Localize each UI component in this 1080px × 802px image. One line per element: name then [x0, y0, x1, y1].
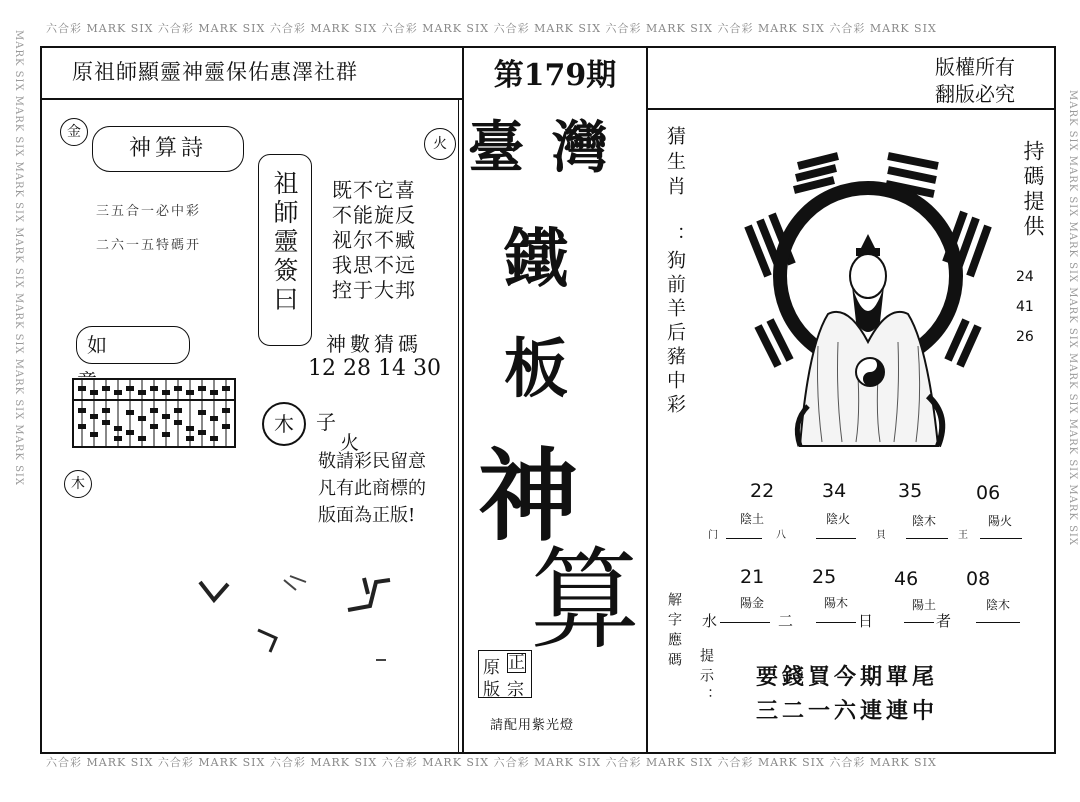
- row1-line: [906, 538, 948, 539]
- verse-line: 我思不远: [332, 253, 416, 277]
- special-number: 41: [1016, 299, 1034, 315]
- verse-line: 既不它喜: [332, 178, 416, 202]
- row1-number: 35: [898, 480, 923, 502]
- row2-tag: 陽土: [912, 598, 937, 612]
- element-gold-badge: 金: [60, 118, 88, 146]
- tail-tip-line-1: 要錢買今期單尾: [756, 664, 939, 690]
- ruyi-label: [76, 326, 190, 364]
- deity-illustration: [738, 146, 1002, 476]
- row2-number: 25: [812, 566, 837, 588]
- row1-line: [816, 538, 856, 539]
- copyright-line1: 版權所有: [935, 55, 1015, 79]
- notice-line: 敬請彩民留意: [318, 451, 426, 472]
- issue-number: 第179期: [493, 58, 617, 93]
- row2-tag: 陰木: [986, 598, 1011, 612]
- copyright-notice: [900, 54, 1050, 108]
- stamp-char: 正: [508, 653, 525, 673]
- row1-tag: 陰木: [912, 514, 937, 528]
- special-numbers: [1016, 262, 1034, 352]
- row1-tag: 陽火: [988, 514, 1013, 528]
- crown: [860, 234, 876, 250]
- poem-line-1: 三五合一必中彩: [96, 204, 202, 219]
- title-char: 臺: [468, 115, 524, 181]
- authenticity-notice: [318, 448, 468, 529]
- tail-tip-line-2: 三二一六連連中: [756, 698, 939, 724]
- banner-title: 原祖師顯靈神靈保佑惠澤社群: [72, 60, 358, 84]
- sketch-marks: [180, 560, 420, 670]
- row1-clue: 门: [708, 530, 718, 541]
- deity-face: [850, 254, 886, 298]
- title-char: 神: [478, 437, 578, 555]
- row2-line: [720, 622, 770, 623]
- watermark-right: MARK SIX MARK SIX MARK SIX MARK SIX MARK SIX MARK SIX MARK SIX: [1067, 90, 1078, 546]
- divider-right: [646, 46, 648, 754]
- huo-label: 火: [340, 432, 360, 454]
- special-number: 26: [1016, 329, 1034, 345]
- oracle-verse: [332, 178, 442, 303]
- abacus-graphic: [74, 380, 234, 446]
- title-char: 板: [504, 332, 568, 407]
- zi-label: 子: [316, 410, 336, 434]
- stamp-char: 宗: [507, 680, 524, 700]
- hint-label: 提示：: [698, 648, 714, 708]
- row2-tag: 陽金: [740, 596, 765, 610]
- verse-line: 控于大邦: [332, 278, 416, 302]
- row2-number: 08: [966, 568, 991, 590]
- element-wood-badge-2: 木: [64, 470, 92, 498]
- element-wood-badge: 木: [262, 402, 306, 446]
- stamp-char: 版: [483, 680, 500, 700]
- special-code-label: 持碼提供: [1021, 140, 1045, 240]
- sketch-mark: [258, 630, 276, 652]
- notice-line: 版面為正版!: [318, 505, 416, 526]
- sketch-mark: [200, 582, 228, 600]
- row2-number: 46: [894, 568, 919, 590]
- row2-tag: 陽木: [824, 596, 849, 610]
- zodiac-label: 猜生肖: [664, 126, 686, 201]
- row1-line: [726, 538, 762, 539]
- abacus-icon: [72, 378, 236, 448]
- row2-line: [976, 622, 1020, 623]
- divider-left-inner: [458, 100, 459, 754]
- element-fire-badge: 火: [424, 128, 456, 160]
- row1-tag: 陰火: [826, 512, 851, 526]
- genuine-stamp: [478, 650, 532, 698]
- special-number: 24: [1016, 269, 1034, 285]
- verse-line: 不能旋反: [332, 203, 416, 227]
- poem-title: 神算詩: [92, 126, 244, 172]
- row1-number: 06: [976, 482, 1001, 504]
- divider-banner: [40, 98, 462, 100]
- title-char: 灣: [552, 115, 608, 181]
- divider-copyright: [646, 108, 1056, 110]
- row1-number: 34: [822, 480, 847, 502]
- stamp-char: 原: [483, 658, 500, 678]
- ruyi-text: 如: [87, 333, 135, 357]
- watermark-top: 六合彩 MARK SIX 六合彩 MARK SIX 六合彩 MARK SIX 六合彩 MARK SIX 六合彩 MARK SIX 六合彩 MARK SIX 六合彩 MARK SIX 六合彩 MARK SIX: [46, 22, 937, 35]
- divider-left: [462, 46, 464, 754]
- row2-clue: 日: [858, 612, 874, 630]
- row2-line: [904, 622, 934, 623]
- poem-line-2: 二六一五特碼开: [96, 238, 202, 253]
- notice-line: 凡有此商標的: [318, 478, 426, 499]
- copyright-line2: 翻版必究: [935, 82, 1015, 106]
- sketch-mark: [284, 576, 306, 590]
- center-footer: 請配用紫光燈: [490, 718, 575, 733]
- row1-clue: 貝: [876, 530, 886, 541]
- row1-line: [980, 538, 1022, 539]
- verse-line: 视尔不臧: [332, 228, 416, 252]
- watermark-left: MARK SIX MARK SIX MARK SIX MARK SIX MARK SIX MARK SIX MARK SIX: [13, 30, 24, 486]
- row1-tag: 陰土: [740, 512, 765, 526]
- title-char: 鐵: [504, 222, 568, 297]
- row2-number: 21: [740, 566, 765, 588]
- decode-label: 解字應碼: [666, 592, 682, 672]
- row1-number: 22: [750, 480, 775, 502]
- row1-clue: 八: [776, 530, 786, 541]
- row2-clue: 二: [778, 612, 794, 630]
- zodiac-hint: ：狗前羊后豬中彩: [664, 226, 686, 418]
- title-char: 算: [530, 536, 640, 664]
- watermark-bottom: 六合彩 MARK SIX 六合彩 MARK SIX 六合彩 MARK SIX 六合彩 MARK SIX 六合彩 MARK SIX 六合彩 MARK SIX 六合彩 MARK SIX 六合彩 MARK SIX: [46, 756, 937, 769]
- master-sign-text: 祖師靈簽曰: [270, 170, 299, 315]
- row2-line: [816, 622, 856, 623]
- row2-clue: 者: [936, 612, 952, 630]
- row2-clue: 水: [702, 612, 718, 630]
- divine-label: 神數猜碼: [326, 332, 422, 356]
- sketch-mark: [348, 578, 390, 610]
- row1-clue: 王: [958, 530, 968, 541]
- divine-numbers: 12 28 14 30: [308, 356, 441, 381]
